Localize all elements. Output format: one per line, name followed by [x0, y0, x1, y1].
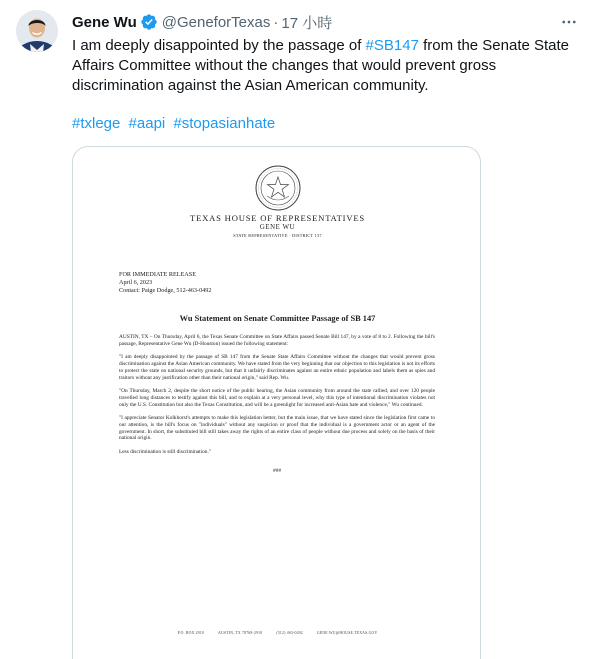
tweet-text — [72, 36, 587, 96]
document-paragraph: "I appreciate Senator Kolkhorst's attempts to make this legislation better, but the main issue, that we have stated since the legislation first came to our attention, is the bill's focus on "individuals" without any suspicion or proof that the individual is a government actor or an agent of the government. In short, the substituted bill still takes away the rights of an entire class of people without due process and solely on the basis of their national origin. — [119, 414, 435, 442]
state-seal-icon — [254, 164, 302, 212]
hashtag-link-sb147[interactable]: #SB147 — [365, 37, 419, 54]
avatar-photo — [16, 10, 58, 52]
attached-image[interactable] — [72, 146, 481, 659]
author-handle[interactable]: @GeneforTexas — [161, 13, 271, 31]
separator-dot: · — [273, 13, 279, 31]
verified-badge-icon — [140, 13, 158, 31]
document-org-name: TEXAS HOUSE OF REPRESENTATIVES — [190, 213, 365, 223]
footer-phone: (512) 463-0492 — [276, 631, 303, 635]
release-line: FOR IMMEDIATE RELEASE — [119, 271, 196, 278]
document-paragraph: "On Thursday, March 2, despite the short notice of the public hearing, the Asian community from around the state rallied, and over 120 people travelled long distances to testify against this bill, and to explain at a very personal level, why this type of intentional discrimination violates not only the U.S. Constitution but also the Texas Constitution, and will be a greenlight for increased anti-Asian hate and violence," Wu continued. — [119, 387, 435, 408]
end-marks: ### — [272, 467, 281, 474]
release-block — [119, 271, 211, 295]
document-body — [119, 334, 435, 474]
hashtag-row — [72, 114, 279, 134]
tweet-header — [72, 12, 332, 32]
document-representative: GENE WU — [259, 224, 296, 231]
more-options-button[interactable] — [558, 12, 580, 32]
document-paragraph: AUSTIN, TX – On Thursday, April 6, the Texas Senate Committee on State Affairs passed Senate Bill 147, by a vote of 8 to 2. Following the bill's passage, Representative Gene Wu (D-Houston) issued the following statement: — [119, 334, 435, 347]
footer-address: P.O. BOX 2910 — [177, 631, 205, 635]
hashtag-link[interactable]: #stopasianhate — [173, 115, 276, 132]
author-name[interactable]: Gene Wu — [72, 13, 137, 31]
release-line: Contact: Paige Dodge, 512-463-0492 — [119, 287, 212, 294]
tweet-text-end: from the Senate State Affairs Committee without the changes that would prevent gross discrimination against the Asian American community. — [72, 37, 570, 94]
footer-city: AUSTIN, TX 78768-2910 — [218, 631, 263, 635]
hashtag-link[interactable]: #aapi — [128, 115, 166, 132]
release-line: April 6, 2023 — [119, 279, 153, 286]
footer-email: GENE.WU@HOUSE.TEXAS.GOV — [316, 631, 378, 635]
timestamp[interactable]: 17 小時 — [281, 14, 333, 32]
press-release-document — [73, 147, 481, 659]
document-paragraph: "I am deeply disappointed by the passage of SB 147 from the Senate State Affairs Committee without the changes that would prevent gross discrimination against the Asian American community. We have stated from the very beginning that our objection to this legislation is not its efforts to protect the state on national security grounds, but that it unfairly discriminates against an entire ethnic population and labels them as spies and traitors without any justification other than their national origin," said Rep. Wu. — [119, 354, 435, 381]
avatar[interactable] — [16, 10, 58, 52]
hashtag-link[interactable]: #txlege — [72, 115, 121, 132]
more-horizontal-icon — [560, 13, 578, 31]
document-paragraph: Less discrimination is still discrimination." — [119, 448, 211, 455]
document-district: STATE REPRESENTATIVE · DISTRICT 137 — [233, 233, 322, 238]
tweet-text-start: I am deeply disappointed by the passage of — [72, 37, 366, 54]
document-headline: Wu Statement on Senate Committee Passage of SB 147 — [179, 314, 376, 323]
document-footer — [73, 631, 481, 635]
